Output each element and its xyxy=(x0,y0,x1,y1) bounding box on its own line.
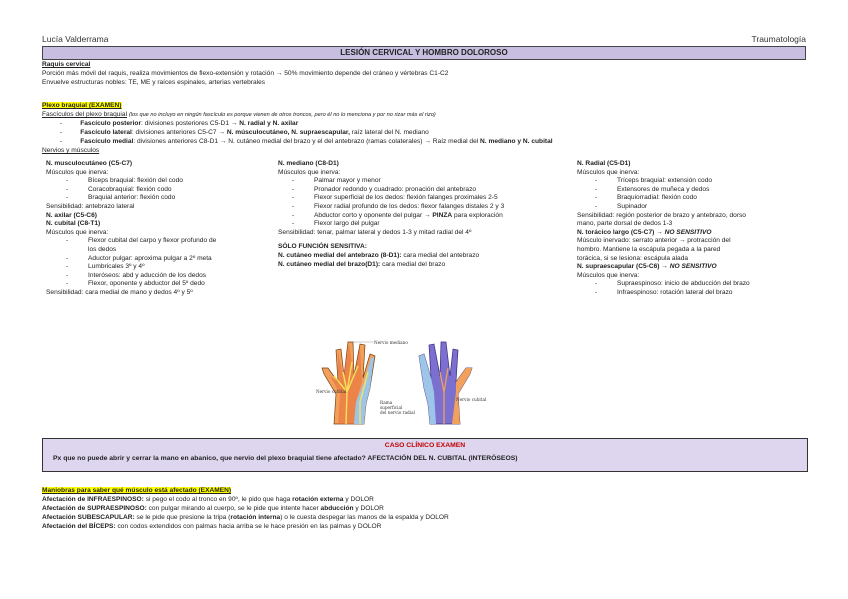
list-item: - Supinador xyxy=(595,202,648,210)
list-item: - Supraespinoso: inicio de abducción del brazo xyxy=(595,280,750,288)
list-item: - Flexor superficial de los dedos: flexión falanges proximales 2-5 xyxy=(292,194,498,202)
label-radial: del nervio radial xyxy=(380,410,415,415)
list-item: - Palmar mayor y menor xyxy=(292,177,381,185)
label-nervio-cubital-right: Nervio cubital xyxy=(456,397,487,402)
maniobra-biceps: Afectación del BÍCEPS: con codos extendidos con palmas hacia arriba se le hace presión en las palmas y DOLOR xyxy=(42,523,382,530)
label-rama: Rama xyxy=(380,400,393,405)
list-item: - Braquial anterior: flexión codo xyxy=(66,194,176,202)
fasciculos-label: Fascículos del plexo braquial xyxy=(42,111,128,118)
list-item: - Flexor radial profundo de los dedos: flexor falanges distales 2 y 3 xyxy=(292,202,505,210)
fasciculo-lateral: - Fascículo lateral: divisiones anteriores C5-C7 → N. músculocutáneo, N. supraescapular, raíz lateral del N. mediano xyxy=(60,129,429,136)
label-nervio-cubital-left: Nervio cubital xyxy=(316,389,347,394)
list-item: - Abductor corto y oponente del pulgar → PINZA para exploración xyxy=(292,211,503,219)
fasciculo-posterior: - Fascículo posterior: divisiones posteriores C5-D1 → N. radial y N. axilar xyxy=(60,120,299,127)
list-item: - Extensores de muñeca y dedos xyxy=(595,185,710,193)
solo-sensitiva-heading: SÓLO FUNCIÓN SENSITIVA: xyxy=(278,243,367,251)
page-header xyxy=(42,34,806,44)
list-item: - Aductor pulgar: aproxima pulgar a 2º meta xyxy=(66,254,212,262)
list-item: - Flexor largo del pulgar xyxy=(292,220,380,228)
caso-clinico-question: Px que no puede abrir y cerrar la mano en abanico, que nervio del plexo braquial tiene afectado? AFECTACIÓN DEL N. CUBITAL (INTERÓSEOS) xyxy=(53,455,518,462)
cubital-title: N. cubital (C8-T1) xyxy=(46,220,101,228)
list-item: - Pronador redondo y cuadrado: pronación del antebrazo xyxy=(292,185,477,193)
list-item: - Bíceps braquial: flexión del codo xyxy=(66,177,183,185)
list-item: los dedos xyxy=(88,245,117,253)
maniobras-heading: Maniobras para saber qué músculo está afectado (EXAMEN) xyxy=(42,487,232,494)
column-mediano: N. mediano (C8-D1) Músculos que inerva: - Palmar mayor y menor - Pronador redondo y cuadrado: pronación del antebrazo - Flexor superficial de los dedos: flexión falanges proximales 2-5 - Flexor radial profundo de los dedos: flexor falanges distales 2 y 3 - Abductor corto y oponente del pulgar → PINZA para exploración - Flexor largo del pulgar Sensibilidad: tenar, palmar lateral y dedos 1-3 y mitad radial del 4º SÓLO FUNCIÓN SENSITIVA: N. cutáneo medial del antebrazo (8-D1): cara medial del antebrazo N. cutáneo medial del brazo(D1): cara medial del brazo xyxy=(278,160,505,268)
label-superficial: superficial xyxy=(380,405,403,410)
maniobra-supraespinoso: Afectación de SUPRAESPINOSO: con pulgar mirando al cuerpo, se le pide que intente hacer abducción y DOLOR xyxy=(42,505,384,512)
list-item: - Coracobraquial: flexión codo xyxy=(66,185,172,193)
page-title: LESIÓN CERVICAL Y HOMBRO DOLOROSO xyxy=(42,46,806,60)
left-hand-icon xyxy=(322,342,375,424)
plexo-heading: Plexo braquial (EXAMEN) xyxy=(42,102,122,109)
maniobra-subescapular: Afectación SUBESCAPULAR: se le pide que presione la tripa (rotación interna) o le cuesta despegar las manos de la espalda y DOLOR xyxy=(42,514,449,521)
maniobra-infraespinoso: Afectación de INFRAESPINOSO: si pego el codo al tronco en 90º, le pido que haga rotación externa y DOLOR xyxy=(42,496,374,503)
radial-title: N. Radial (C5-D1) xyxy=(577,160,631,167)
musculocutaneo-title: N. musculocutáneo (C5-C7) xyxy=(46,160,133,167)
author-name: Lucía Valderrama xyxy=(42,34,109,44)
label-nervio-mediano: Nervio mediano xyxy=(374,340,408,345)
raquis-line2: Envuelve estructuras nobles: TE, ME y raíces espinales, arterias vertebrales xyxy=(42,79,266,86)
supraescapular-title: N. supraescapular (C5-C6) → NO SENSITIVO xyxy=(577,263,717,271)
right-hand-icon xyxy=(419,342,472,424)
caso-clinico-title: CASO CLÍNICO EXAMEN xyxy=(384,442,466,449)
caso-clinico-box xyxy=(42,438,808,472)
mediano-title: N. mediano (C8-D1) xyxy=(278,160,339,167)
column-radial: N. Radial (C5-D1) Músculos que inerva: - Tríceps braquial: extensión codo - Extensores de muñeca y dedos - Braquiorradial: flexión codo - Supinador Sensibilidad: región posterior de brazo y antebrazo, dorso mano, parte dorsal de dedos 1-3 N. torácico largo (C5-C7) → NO SENSITIVO Músculo inervado: serrato anterior → protracción del hombro. Mantiene la escápula pegada a la pared torácica, si se lesiona: escápula alada N. supraescapular (C5-C6) → NO SENSITIVO Músculos que inerva: - Supraespinoso: inicio de abducción del brazo - Infraespinoso: rotación lateral del brazo xyxy=(577,160,750,296)
list-item: - Tríceps braquial: extensión codo xyxy=(595,177,713,185)
subject-name: Traumatología xyxy=(751,34,806,44)
fasciculos-line xyxy=(42,111,436,120)
raquis-line1: Porción más móvil del raquis, realiza movimientos de flexo-extensión y rotación → 50% movimiento depende del cráneo y vértebras C1-C2 xyxy=(42,70,449,77)
list-item: - Interóseos: abd y aducción de los dedos xyxy=(66,271,207,279)
hand-nerves-illustration xyxy=(316,332,487,424)
raquis-heading: Raquis cervical xyxy=(42,61,91,68)
list-item: - Braquiorradial: flexión codo xyxy=(595,194,697,202)
list-item: - Flexor, oponente y abductor del 5º dedo xyxy=(66,280,205,288)
toracico-title: N. torácico largo (C5-C7) → NO SENSITIVO xyxy=(577,228,712,236)
list-item: - Flexor cubital del carpo y flexor profundo de xyxy=(66,237,217,245)
list-item: - Lumbricales 3º y 4º xyxy=(66,263,145,271)
fasciculo-medial: - Fascículo medial: divisiones anteriores C8-D1 → N. cutáneo medial del brazo y el del antebrazo (ramas colaterales) → Raíz medial del N. mediano y N. cubital xyxy=(60,138,553,145)
fasciculos-note: (los que no incluyo en ningún fascículo es porque vienen de otros troncos, pero él no lo menciona y por no rizar más el rizo) xyxy=(128,112,436,118)
axilar-title: N. axilar (C5-C6) xyxy=(46,211,97,219)
column-musculocutaneo-cubital: N. musculocutáneo (C5-C7) Músculos que inerva: - Bíceps braquial: flexión del codo - Coracobraquial: flexión codo - Braquial anterior: flexión codo Sensibilidad: antebrazo lateral N. axilar (C5-C6) N. cubital (C8-T1) Músculos que inerva: - Flexor cubital del carpo y flexor profundo de los dedos - Aductor pulgar: aproxima pulgar a 2º meta - Lumbricales 3º y 4º - Interóseos: abd y aducción de los dedos - Flexor, oponente y abductor del 5º dedo Sensibilidad: cara medial de mano y dedos 4º y 5º xyxy=(46,160,217,296)
nervios-musculos-label: Nervios y músculos xyxy=(42,147,100,154)
list-item: - Infraespinoso: rotación lateral del brazo xyxy=(595,288,733,296)
